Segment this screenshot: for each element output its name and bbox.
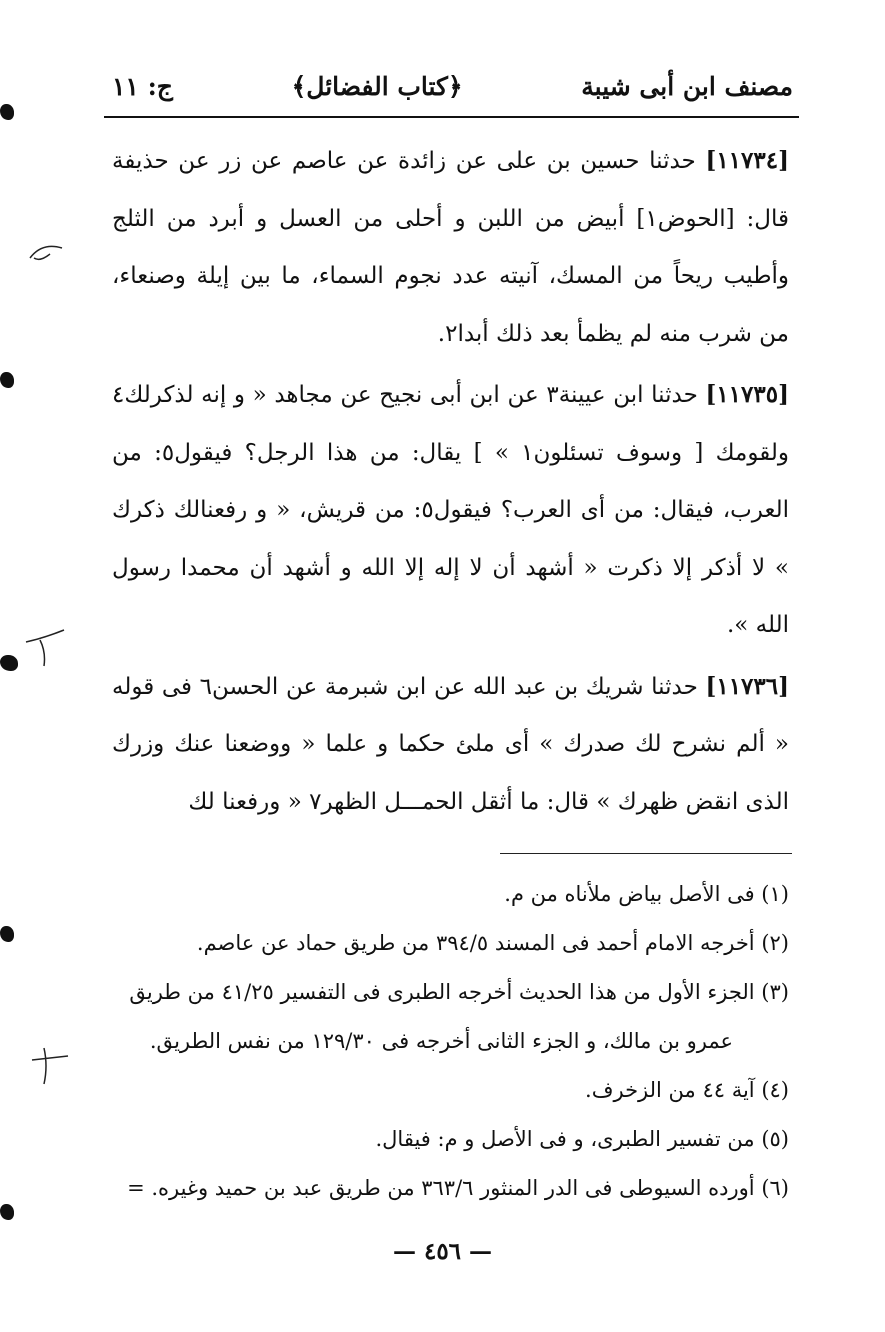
chapter-title: ﴿كتاب الفضائل﴾ — [291, 71, 463, 101]
hadith-paragraph — [112, 366, 789, 655]
book-title: مصنف ابن أبى شيبة — [581, 71, 793, 101]
ink-blot — [0, 655, 18, 671]
hadith-text: حدثنا ابن عيينة٣ عن ابن أبى نجيح عن مجاهد « و إنه لذكرلك٤ ولقومك [ وسوف تسئلون١ » ] يقال: من هذا الرجل؟ فيقول٥: من العرب، فيقال: من أى العرب؟ فيقول٥: من قريش، « و رفعنالك ذكرك » لا أذكر إلا ذكرت « أشهد أن لا إله إلا الله و أشهد أن محمدا رسول الله ». — [112, 382, 789, 638]
footnote-continuation: عمرو بن مالك، و الجزء الثانى أخرجه فى ١٢٩/٣٠ من نفس الطريق. — [149, 1029, 733, 1053]
margin-stroke — [28, 240, 64, 264]
ink-blot — [0, 372, 14, 388]
main-text — [112, 132, 789, 831]
margin-stroke — [30, 1046, 70, 1086]
running-header — [112, 62, 793, 110]
footnotes — [112, 870, 789, 1213]
footnote: (٣) الجزء الأول من هذا الحديث أخرجه الطبرى فى التفسير ٤١/٢٥ من طريق — [129, 980, 789, 1004]
footnote: (٤) آية ٤٤ من الزخرف. — [585, 1078, 789, 1102]
hadith-number: [١١٧٣٥] — [705, 381, 789, 408]
hadith-paragraph — [112, 132, 789, 363]
footnote: (٥) من تفسير الطبرى، و فى الأصل و م: فيقال. — [375, 1127, 789, 1151]
hadith-paragraph — [112, 658, 789, 832]
footnote: (٦) أورده السيوطى فى الدر المنثور ٣٦٣/٦ من طريق عبد بن حميد وغيره. = — [127, 1176, 789, 1200]
hadith-text: حدثنا شريك بن عبد الله عن ابن شبرمة عن الحسن٦ فى قوله « ألم نشرح لك صدرك » أى ملئ حكما و علما « ووضعنا عنك وزرك الذى انقض ظهرك » قال: ما أثقل الحمـــل الظهر٧ « ورفعنا لك — [112, 673, 789, 815]
page-number: — ٤٥٦ — — [392, 1238, 493, 1265]
footnote: (١) فى الأصل بياض ملأناه من م. — [504, 882, 789, 906]
ink-blot — [0, 926, 14, 942]
volume-number: ج: ١١ — [112, 71, 173, 101]
footnote-rule — [500, 853, 792, 854]
ink-blot — [0, 1204, 14, 1220]
hadith-number: [١١٧٣٤] — [705, 147, 789, 174]
footnote: (٢) أخرجه الامام أحمد فى المسند ٣٩٤/٥ من طريق حماد عن عاصم. — [196, 931, 789, 955]
hadith-number: [١١٧٣٦] — [705, 672, 790, 700]
ink-blot — [0, 104, 14, 120]
header-rule — [104, 116, 799, 118]
margin-stroke — [24, 628, 68, 668]
hadith-text: حدثنا حسين بن على عن زائدة عن عاصم عن زر عن حذيفة قال: [الحوض١] أبيض من اللبن و أحلى من العسل و أبرد من الثلج وأطيب ريحاً من المسك، آنيته عدد نجوم السماء، ما بين إيلة وصنعاء، من شرب منه لم يظمأ بعد ذلك أبدا٢. — [112, 148, 789, 347]
